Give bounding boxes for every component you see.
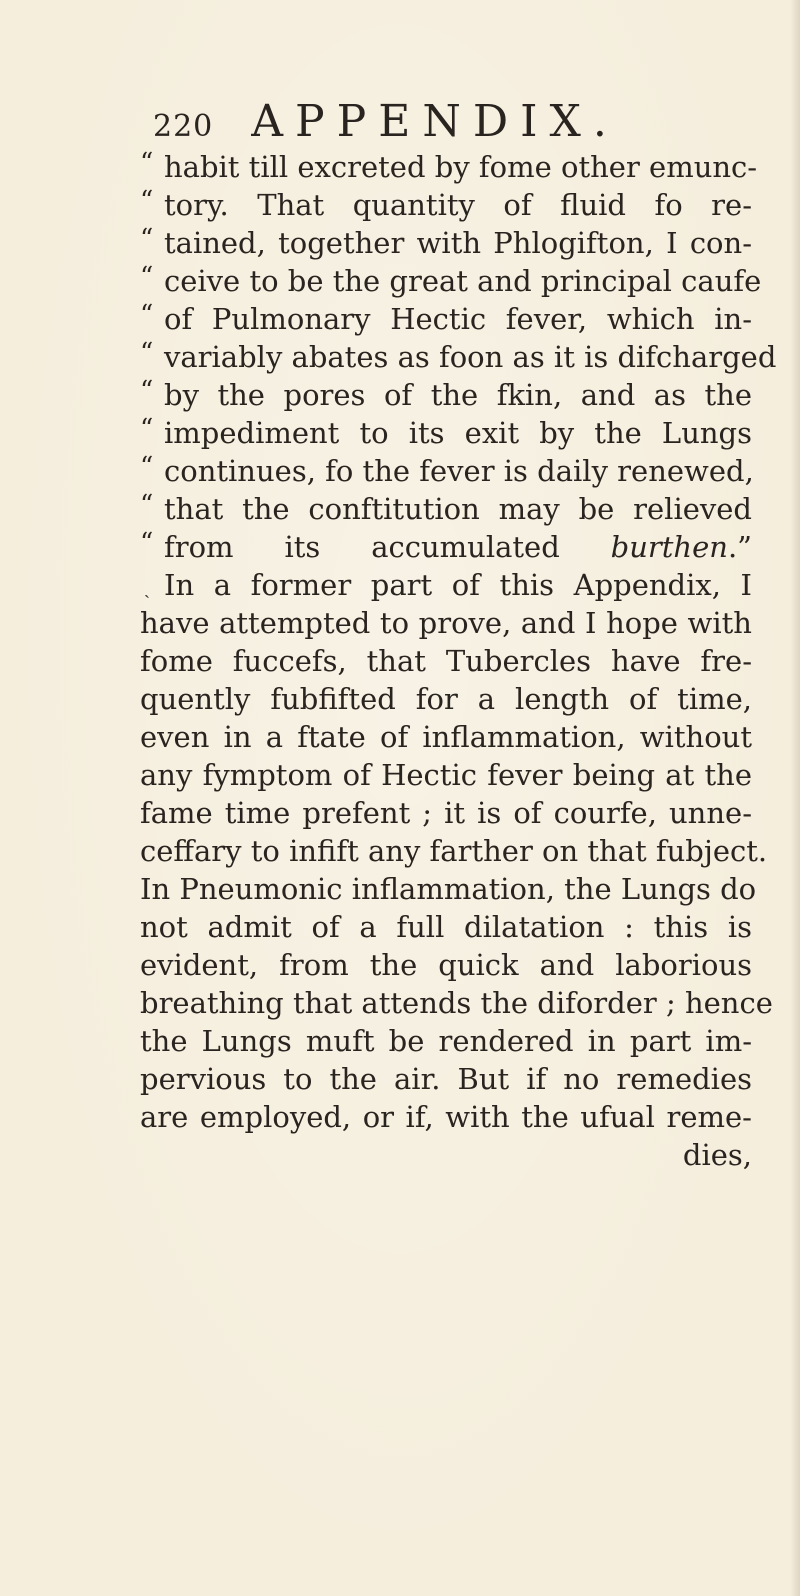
quote-end-italic: burthen xyxy=(610,530,728,564)
paragraph-line-text: In Pneumonic inflammation, the Lungs do xyxy=(140,872,757,906)
quoted-line xyxy=(140,224,752,262)
paragraph-line xyxy=(140,946,752,984)
paragraph-line-text: quently fubfifted for a length of time, xyxy=(140,682,752,716)
catchword: dies, xyxy=(682,1138,752,1172)
quoted-line xyxy=(140,148,758,186)
quoted-passage xyxy=(140,148,777,528)
paragraph-line xyxy=(140,680,752,718)
quote-mark: “ xyxy=(140,490,154,520)
paragraph xyxy=(140,566,773,1136)
paragraph-line-text: pervious to the air. But if no remedies xyxy=(140,1062,752,1096)
quoted-line-text: tory. That quantity of fluid fo re- xyxy=(164,188,752,222)
quoted-line-text: ceive to be the great and principal caufe xyxy=(164,264,762,298)
paragraph-line-text: fame time prefent ; it is of courfe, unne- xyxy=(140,796,752,830)
paragraph-line xyxy=(140,832,768,870)
paragraph-line xyxy=(140,566,752,604)
page-edge-shadow xyxy=(790,0,800,1596)
paragraph-line-text: evident, from the quick and laborious xyxy=(140,948,752,982)
paragraph-line xyxy=(140,756,752,794)
quote-mark: “ xyxy=(140,376,154,406)
quoted-line-text: of Pulmonary Hectic fever, which in- xyxy=(164,302,752,336)
quote-mark: “ xyxy=(140,224,154,254)
quoted-line xyxy=(140,376,752,414)
quoted-line xyxy=(140,300,752,338)
quoted-line xyxy=(140,186,752,224)
quote-mark: “ xyxy=(140,338,154,368)
paragraph-line xyxy=(140,604,752,642)
quoted-line xyxy=(140,490,752,528)
quote-mark: “ xyxy=(140,262,154,292)
quoted-line-text: by the pores of the fkin, and as the xyxy=(164,378,752,412)
quoted-line-text: habit till excreted by fome other emunc- xyxy=(164,150,758,184)
quoted-line-text: variably abates as foon as it is difcharged xyxy=(164,340,777,374)
paragraph-line-text: ceffary to infift any farther on that fubject. xyxy=(140,834,768,868)
quote-mark: “ xyxy=(140,300,154,330)
paragraph-line xyxy=(140,908,752,946)
running-head: APPENDIX. xyxy=(251,96,619,147)
quoted-line-text: impediment to its exit by the Lungs xyxy=(164,416,752,450)
quoted-line-text: that the conftitution may be relieved xyxy=(164,492,752,526)
quoted-line-text: tained, together with Phlogifton, I con- xyxy=(164,226,752,260)
paragraph-line-text: even in a ftate of inflammation, without xyxy=(140,720,752,754)
quoted-line xyxy=(140,414,752,452)
quoted-line xyxy=(140,262,762,300)
quote-end-suffix: .” xyxy=(727,530,752,564)
paragraph-line-text: have attempted to prove, and I hope with xyxy=(140,606,752,640)
quote-mark: “ xyxy=(140,148,154,178)
paragraph-mark: ˎ xyxy=(144,578,150,599)
page-header xyxy=(153,96,619,147)
paragraph-line xyxy=(140,1022,752,1060)
paragraph-line-text: any fymptom of Hectic fever being at the xyxy=(140,758,752,792)
paragraph-line-text: are employed, or if, with the ufual reme- xyxy=(140,1100,752,1134)
paragraph-line-text: In a former part of this Appendix, I xyxy=(164,568,752,602)
quote-end-prefix: from its accumulated xyxy=(164,530,611,564)
paragraph-line-text: fome fuccefs, that Tubercles have fre- xyxy=(140,644,752,678)
paragraph-line xyxy=(140,1060,752,1098)
paragraph-line xyxy=(140,1098,752,1136)
quote-mark: “ xyxy=(140,186,154,216)
paragraph-line-text: the Lungs muft be rendered in part im- xyxy=(140,1024,752,1058)
page-number: 220 xyxy=(153,109,214,144)
paragraph-line xyxy=(140,870,757,908)
quote-mark: “ xyxy=(140,528,154,558)
paragraph-line xyxy=(140,718,752,756)
quoted-line xyxy=(140,338,777,376)
paragraph-line-text: breathing that attends the diforder ; hence xyxy=(140,986,773,1020)
quote-mark: “ xyxy=(140,414,154,444)
quoted-line xyxy=(140,452,752,490)
body-text xyxy=(140,148,777,1174)
paragraph-line xyxy=(140,642,752,680)
quoted-line-text: continues, fo the fever is daily renewed, xyxy=(164,454,754,488)
quote-mark: “ xyxy=(140,452,154,482)
quoted-line-last xyxy=(140,528,752,566)
paragraph-line xyxy=(140,794,752,832)
paragraph-line-text: not admit of a full dilatation : this is xyxy=(140,910,752,944)
paragraph-line xyxy=(140,984,773,1022)
